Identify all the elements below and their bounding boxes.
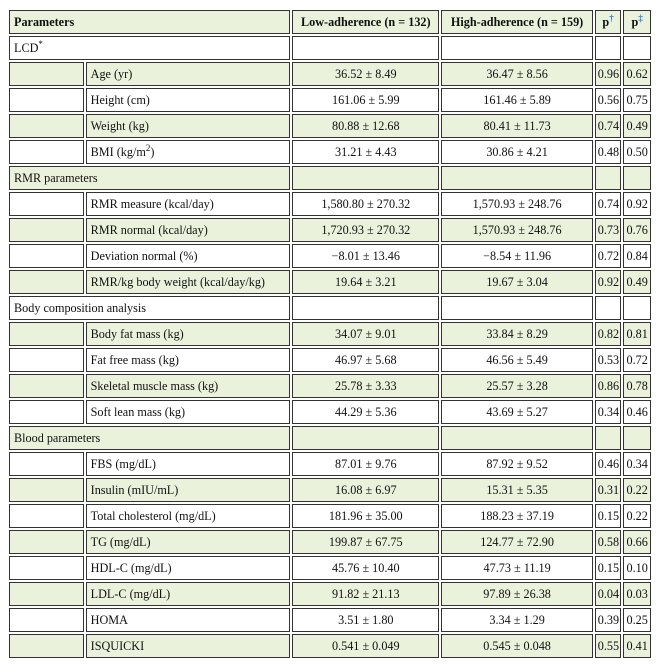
row-label-text: Soft lean mass (kg) <box>90 405 186 419</box>
p-double-dagger-value: 0.25 <box>623 608 651 632</box>
high-adherence-value: 46.56 ± 5.49 <box>441 348 592 372</box>
high-adherence-value: 3.34 ± 1.29 <box>441 608 592 632</box>
row-label-text: Deviation normal (%) <box>90 249 198 263</box>
low-adherence-value: 181.96 ± 35.00 <box>292 504 439 528</box>
p-double-dagger-value: 0.41 <box>623 634 651 658</box>
row-label-text: RMR normal (kcal/day) <box>90 223 208 237</box>
low-adherence-value: 80.88 ± 12.68 <box>292 114 439 138</box>
low-adherence-value: 91.82 ± 21.13 <box>292 582 439 606</box>
p-dagger-value: 0.58 <box>595 530 622 554</box>
row-label-text: BMI (kg/m <box>90 145 146 159</box>
section-title <box>9 296 290 320</box>
section-row <box>9 296 651 320</box>
row-label-text: Age (yr) <box>90 67 133 81</box>
empty-cell <box>292 166 439 190</box>
section-row <box>9 166 651 190</box>
high-adherence-value: 80.41 ± 11.73 <box>441 114 592 138</box>
empty-cell <box>595 36 622 60</box>
p-dagger-value: 0.92 <box>595 270 622 294</box>
p-dagger-value: 0.86 <box>595 374 622 398</box>
empty-cell <box>441 36 592 60</box>
empty-cell <box>595 296 622 320</box>
row-label <box>86 348 291 372</box>
empty-cell <box>623 296 651 320</box>
header-high-adherence: High-adherence (n = 159) <box>441 10 592 34</box>
header-p-dagger <box>595 10 622 34</box>
high-adherence-value: 15.31 ± 5.35 <box>441 478 592 502</box>
row-label <box>86 504 291 528</box>
table-row <box>9 140 651 164</box>
empty-cell <box>595 426 622 450</box>
p-dagger-value: 0.73 <box>595 218 622 242</box>
p-double-dagger-value: 0.49 <box>623 114 651 138</box>
high-adherence-value: 33.84 ± 8.29 <box>441 322 592 346</box>
section-title <box>9 36 290 60</box>
low-adherence-value: 0.541 ± 0.049 <box>292 634 439 658</box>
indent-cell <box>9 270 84 294</box>
row-label-text: Total cholesterol (mg/dL) <box>90 509 216 523</box>
low-adherence-value: 34.07 ± 9.01 <box>292 322 439 346</box>
p-double-dagger-value: 0.78 <box>623 374 651 398</box>
indent-cell <box>9 140 84 164</box>
row-label-text: Height (cm) <box>90 93 150 107</box>
high-adherence-value: 47.73 ± 11.19 <box>441 556 592 580</box>
double-dagger-mark: ‡ <box>638 12 643 23</box>
p-double-dagger-value: 0.10 <box>623 556 651 580</box>
table-row <box>9 400 651 424</box>
table-row <box>9 244 651 268</box>
low-adherence-value: 19.64 ± 3.21 <box>292 270 439 294</box>
low-adherence-value: 199.87 ± 67.75 <box>292 530 439 554</box>
p-double-dagger-value: 0.62 <box>623 62 651 86</box>
high-adherence-value: 1,570.93 ± 248.76 <box>441 218 592 242</box>
low-adherence-value: 16.08 ± 6.97 <box>292 478 439 502</box>
low-adherence-value: 44.29 ± 5.36 <box>292 400 439 424</box>
indent-cell <box>9 88 84 112</box>
section-title-text: Body composition analysis <box>14 301 147 315</box>
empty-cell <box>292 36 439 60</box>
p-dagger-value: 0.72 <box>595 244 622 268</box>
empty-cell <box>441 296 592 320</box>
table-row <box>9 62 651 86</box>
section-row <box>9 36 651 60</box>
indent-cell <box>9 192 84 216</box>
section-title-mark: * <box>38 38 43 49</box>
low-adherence-value: 3.51 ± 1.80 <box>292 608 439 632</box>
header-low-adherence: Low-adherence (n = 132) <box>292 10 439 34</box>
table-row <box>9 270 651 294</box>
row-label <box>86 62 291 86</box>
row-label-superscript: 2 <box>145 142 151 153</box>
high-adherence-value: 1,570.93 ± 248.76 <box>441 192 592 216</box>
empty-cell <box>292 296 439 320</box>
p-dagger-value: 0.74 <box>595 114 622 138</box>
p-dagger-value: 0.82 <box>595 322 622 346</box>
p-dagger-value: 0.74 <box>595 192 622 216</box>
low-adherence-value: 1,580.80 ± 270.32 <box>292 192 439 216</box>
row-label <box>86 218 291 242</box>
row-label <box>86 608 291 632</box>
p-double-dagger-value: 0.50 <box>623 140 651 164</box>
row-label-text: Body fat mass (kg) <box>90 327 184 341</box>
high-adherence-value: 19.67 ± 3.04 <box>441 270 592 294</box>
header-p-double-dagger-label: p <box>631 15 639 29</box>
indent-cell <box>9 114 84 138</box>
indent-cell <box>9 348 84 372</box>
indent-cell <box>9 504 84 528</box>
section-title <box>9 426 290 450</box>
indent-cell <box>9 582 84 606</box>
p-dagger-value: 0.53 <box>595 348 622 372</box>
p-double-dagger-value: 0.81 <box>623 322 651 346</box>
table-row <box>9 556 651 580</box>
high-adherence-value: 161.46 ± 5.89 <box>441 88 592 112</box>
table-row <box>9 322 651 346</box>
row-label-text: Insulin (mIU/mL) <box>90 483 179 497</box>
empty-cell <box>441 166 592 190</box>
row-label <box>86 322 291 346</box>
low-adherence-value: 45.76 ± 10.40 <box>292 556 439 580</box>
row-label-text: RMR measure (kcal/day) <box>90 197 214 211</box>
p-double-dagger-value: 0.34 <box>623 452 651 476</box>
row-label-text: HOMA <box>90 613 128 627</box>
row-label <box>86 88 291 112</box>
row-label-tail: ) <box>150 145 155 159</box>
low-adherence-value: 1,720.93 ± 270.32 <box>292 218 439 242</box>
low-adherence-value: 87.01 ± 9.76 <box>292 452 439 476</box>
p-double-dagger-value: 0.46 <box>623 400 651 424</box>
header-parameters: Parameters <box>9 10 290 34</box>
p-double-dagger-value: 0.22 <box>623 478 651 502</box>
high-adherence-value: 25.57 ± 3.28 <box>441 374 592 398</box>
low-adherence-value: −8.01 ± 13.46 <box>292 244 439 268</box>
p-double-dagger-value: 0.49 <box>623 270 651 294</box>
row-label <box>86 400 291 424</box>
p-double-dagger-value: 0.72 <box>623 348 651 372</box>
row-label-text: TG (mg/dL) <box>90 535 151 549</box>
indent-cell <box>9 374 84 398</box>
p-dagger-value: 0.96 <box>595 62 622 86</box>
indent-cell <box>9 322 84 346</box>
empty-cell <box>595 166 622 190</box>
p-double-dagger-value: 0.84 <box>623 244 651 268</box>
indent-cell <box>9 400 84 424</box>
high-adherence-value: 124.77 ± 72.90 <box>441 530 592 554</box>
table-row <box>9 530 651 554</box>
row-label <box>86 556 291 580</box>
indent-cell <box>9 478 84 502</box>
table-row <box>9 192 651 216</box>
row-label-text: Weight (kg) <box>90 119 149 133</box>
row-label-text: LDL-C (mg/dL) <box>90 587 171 601</box>
p-dagger-value: 0.15 <box>595 504 622 528</box>
p-dagger-value: 0.04 <box>595 582 622 606</box>
p-double-dagger-value: 0.22 <box>623 504 651 528</box>
p-double-dagger-value: 0.66 <box>623 530 651 554</box>
table-row <box>9 374 651 398</box>
empty-cell <box>623 36 651 60</box>
low-adherence-value: 46.97 ± 5.68 <box>292 348 439 372</box>
empty-cell <box>623 426 651 450</box>
indent-cell <box>9 608 84 632</box>
table-row <box>9 608 651 632</box>
row-label <box>86 140 291 164</box>
header-p-double-dagger <box>623 10 651 34</box>
row-label-text: HDL-C (mg/dL) <box>90 561 172 575</box>
row-label <box>86 478 291 502</box>
p-double-dagger-value: 0.92 <box>623 192 651 216</box>
section-title-text: Blood parameters <box>14 431 101 445</box>
p-dagger-value: 0.34 <box>595 400 622 424</box>
p-double-dagger-value: 0.76 <box>623 218 651 242</box>
p-dagger-value: 0.55 <box>595 634 622 658</box>
high-adherence-value: 87.92 ± 9.52 <box>441 452 592 476</box>
empty-cell <box>441 426 592 450</box>
table-row <box>9 634 651 658</box>
row-label-text: Fat free mass (kg) <box>90 353 179 367</box>
low-adherence-value: 36.52 ± 8.49 <box>292 62 439 86</box>
high-adherence-value: 0.545 ± 0.048 <box>441 634 592 658</box>
row-label <box>86 270 291 294</box>
table-row <box>9 348 651 372</box>
high-adherence-value: 97.89 ± 26.38 <box>441 582 592 606</box>
p-dagger-value: 0.46 <box>595 452 622 476</box>
row-label-text: ISQUICKI <box>90 639 145 653</box>
row-label <box>86 244 291 268</box>
indent-cell <box>9 634 84 658</box>
dagger-mark: † <box>609 12 614 23</box>
row-label <box>86 582 291 606</box>
row-label <box>86 374 291 398</box>
p-double-dagger-value: 0.75 <box>623 88 651 112</box>
row-label-text: FBS (mg/dL) <box>90 457 156 471</box>
p-dagger-value: 0.39 <box>595 608 622 632</box>
table-row <box>9 582 651 606</box>
low-adherence-value: 25.78 ± 3.33 <box>292 374 439 398</box>
p-dagger-value: 0.15 <box>595 556 622 580</box>
table-row <box>9 478 651 502</box>
row-label <box>86 530 291 554</box>
indent-cell <box>9 556 84 580</box>
high-adherence-value: −8.54 ± 11.96 <box>441 244 592 268</box>
section-title-text: LCD <box>14 41 39 55</box>
indent-cell <box>9 452 84 476</box>
table-row <box>9 218 651 242</box>
low-adherence-value: 161.06 ± 5.99 <box>292 88 439 112</box>
indent-cell <box>9 530 84 554</box>
row-label <box>86 634 291 658</box>
header-row <box>9 10 651 34</box>
section-title <box>9 166 290 190</box>
row-label-text: RMR/kg body weight (kcal/day/kg) <box>90 275 265 289</box>
high-adherence-value: 43.69 ± 5.27 <box>441 400 592 424</box>
p-dagger-value: 0.31 <box>595 478 622 502</box>
row-label <box>86 192 291 216</box>
high-adherence-value: 188.23 ± 37.19 <box>441 504 592 528</box>
row-label-text: Skeletal muscle mass (kg) <box>90 379 219 393</box>
indent-cell <box>9 244 84 268</box>
table-row <box>9 452 651 476</box>
empty-cell <box>292 426 439 450</box>
row-label <box>86 114 291 138</box>
results-table <box>7 8 653 660</box>
row-label <box>86 452 291 476</box>
section-title-text: RMR parameters <box>14 171 98 185</box>
header-p-dagger-label: p <box>602 15 610 29</box>
table-body <box>9 36 651 658</box>
indent-cell <box>9 218 84 242</box>
indent-cell <box>9 62 84 86</box>
table-row <box>9 88 651 112</box>
p-double-dagger-value: 0.03 <box>623 582 651 606</box>
table-row <box>9 504 651 528</box>
section-row <box>9 426 651 450</box>
p-dagger-value: 0.48 <box>595 140 622 164</box>
empty-cell <box>623 166 651 190</box>
high-adherence-value: 30.86 ± 4.21 <box>441 140 592 164</box>
table-row <box>9 114 651 138</box>
p-dagger-value: 0.56 <box>595 88 622 112</box>
high-adherence-value: 36.47 ± 8.56 <box>441 62 592 86</box>
low-adherence-value: 31.21 ± 4.43 <box>292 140 439 164</box>
